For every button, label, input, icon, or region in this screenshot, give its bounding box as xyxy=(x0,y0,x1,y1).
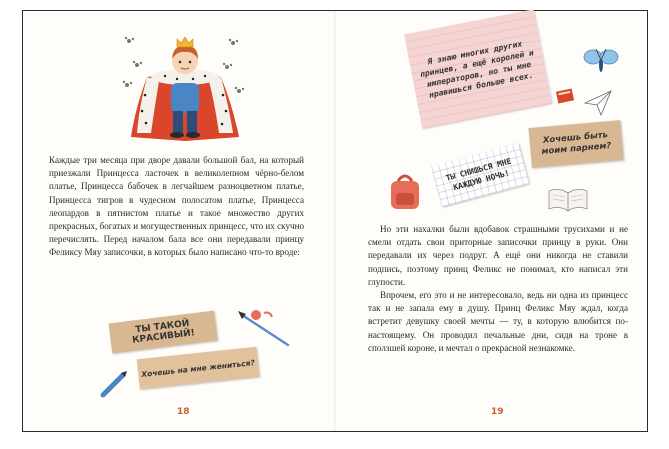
note-dream-every-night: ТЫ СНИШЬСЯ МНЕ КАЖДУЮ НОЧЬ! xyxy=(431,143,529,207)
butterfly-icon xyxy=(583,45,619,75)
right-paragraph-1: Но эти нахалки были вдобавок страшными трусихами и не смели отдать свои приторные записочки принцу в руки. Они передавали их через подруг. А ещё они никогда не ставили подпись, поэтому принц Феликс не понимал, кто написал эти глупости. xyxy=(368,224,628,287)
paper-plane-icon xyxy=(583,89,613,117)
left-page xyxy=(23,11,335,431)
left-body-text xyxy=(49,154,304,260)
left-paragraph: Каждые три месяца при дворе давали большой бал, на который приезжали Принцесса ласточек в великолепном чёрно-белом платье, Принцесса бабочек в легчайшем разноцветном платье, Принцесса тигров в чудесном полосатом платье, Принцесса леопардов в пятнистом платье и такое множество других прекрасных, богатых и могущественных принцесс, что их скучно перечислять. Перед началом бала все они передавали принцу Феликсу Мяу записочки, в которых было написано что-то вроде: xyxy=(49,155,304,258)
note-you-are-handsome: ТЫ ТАКОЙ КРАСИВЫЙ! xyxy=(109,311,218,354)
backpack-icon xyxy=(385,171,425,213)
note-pink: Я знаю многих других принцев, а ещё королей и императоров, но ты мне нравишься больше всех. xyxy=(404,9,552,128)
pencil-icon xyxy=(99,369,129,399)
right-body-text xyxy=(368,223,628,355)
right-page xyxy=(335,11,647,431)
note-be-my-boyfriend: Хочешь быть моим парнем? xyxy=(528,120,623,168)
right-paragraph-2: Впрочем, его это и не интересовало, ведь ни одна из принцесс так и не запала ему в душу. Принц Феликс Мяу ждал, когда встретит девушку своей мечты — ту, в которую влюбится по-настоящему. Он проводил печальные дни, сидя на троне в сползшей короне, и мечтал о прекрасной незнакомке. xyxy=(368,290,628,353)
prince-illustration xyxy=(115,29,255,147)
paintbrush-icon xyxy=(236,309,296,351)
note-marry-me: Хочешь на мне жениться? xyxy=(137,347,259,389)
small-book-icon xyxy=(555,87,577,105)
book-spread xyxy=(22,10,648,432)
page-number-right: 19 xyxy=(491,407,504,417)
page-number-left: 18 xyxy=(177,407,190,417)
open-book-icon xyxy=(547,185,589,213)
